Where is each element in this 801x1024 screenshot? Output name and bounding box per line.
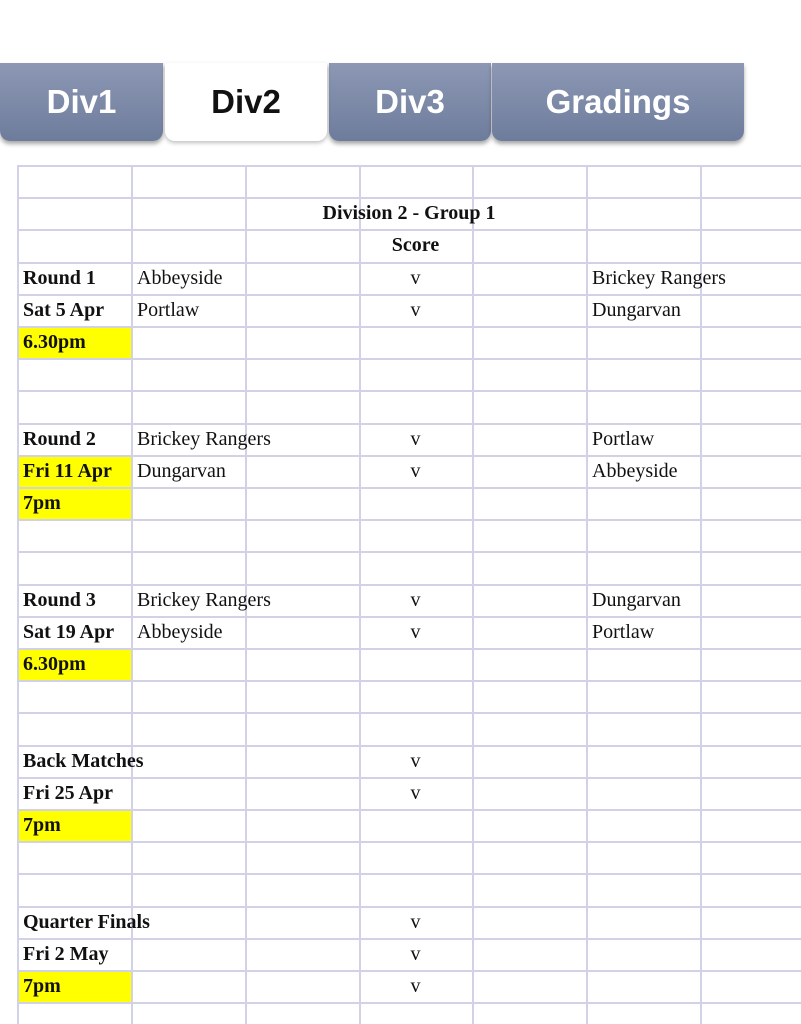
match-date[interactable]: Sat 5 Apr (23, 299, 105, 321)
grid-row-line (17, 551, 801, 553)
grid-row-line (17, 809, 801, 811)
away-team[interactable]: Abbeyside (592, 460, 678, 482)
division-tab-bar (0, 63, 801, 145)
grid-row-line (17, 487, 801, 489)
round-label[interactable]: Quarter Finals (23, 911, 150, 933)
grid-row-line (17, 680, 801, 682)
grid-row-line (17, 358, 801, 360)
fixtures-spreadsheet (17, 165, 801, 1024)
away-team[interactable]: Portlaw (592, 621, 655, 643)
home-team[interactable]: Brickey Rangers (137, 428, 271, 450)
versus-marker[interactable]: v (410, 460, 421, 482)
tab-div3[interactable]: Div3 (329, 63, 491, 141)
match-date[interactable]: Fri 2 May (23, 943, 109, 965)
versus-marker[interactable]: v (410, 975, 421, 997)
grid-row-line (17, 519, 801, 521)
grid-row-line (17, 1002, 801, 1004)
away-team[interactable]: Portlaw (592, 428, 655, 450)
home-team[interactable]: Portlaw (137, 299, 200, 321)
grid-col-line (472, 165, 474, 1024)
grid-row-line (17, 841, 801, 843)
versus-marker[interactable]: v (410, 750, 421, 772)
match-date[interactable]: Sat 19 Apr (23, 621, 115, 643)
home-team[interactable]: Abbeyside (137, 621, 223, 643)
tab-gradings[interactable]: Gradings (492, 63, 744, 141)
versus-marker[interactable]: v (410, 911, 421, 933)
round-label[interactable]: Round 1 (23, 267, 96, 289)
tab-div1[interactable]: Div1 (0, 63, 163, 141)
versus-marker[interactable]: v (410, 267, 421, 289)
round-label[interactable]: Round 3 (23, 589, 96, 611)
match-time[interactable]: 7pm (23, 814, 61, 836)
versus-marker[interactable]: v (410, 589, 421, 611)
grid-row-line (17, 390, 801, 392)
grid-row-line (17, 326, 801, 328)
match-time[interactable]: 6.30pm (23, 653, 86, 675)
round-label[interactable]: Back Matches (23, 750, 144, 772)
match-date[interactable]: Fri 11 Apr (23, 460, 112, 482)
round-label[interactable]: Round 2 (23, 428, 96, 450)
score-header[interactable]: Score (391, 234, 440, 256)
grid-row-line (17, 648, 801, 650)
versus-marker[interactable]: v (410, 943, 421, 965)
match-date[interactable]: Fri 25 Apr (23, 782, 113, 804)
versus-marker[interactable]: v (410, 299, 421, 321)
match-time[interactable]: 6.30pm (23, 331, 86, 353)
versus-marker[interactable]: v (410, 428, 421, 450)
match-time[interactable]: 7pm (23, 492, 61, 514)
versus-marker[interactable]: v (410, 782, 421, 804)
match-time[interactable]: 7pm (23, 975, 61, 997)
away-team[interactable]: Dungarvan (592, 299, 681, 321)
home-team[interactable]: Dungarvan (137, 460, 226, 482)
grid-row-line (17, 712, 801, 714)
away-team[interactable]: Brickey Rangers (592, 267, 726, 289)
grid-row-line (17, 165, 801, 167)
home-team[interactable]: Brickey Rangers (137, 589, 271, 611)
versus-marker[interactable]: v (410, 621, 421, 643)
sheet-title[interactable]: Division 2 - Group 1 (322, 202, 496, 224)
away-team[interactable]: Dungarvan (592, 589, 681, 611)
tab-div2[interactable]: Div2 (165, 63, 327, 141)
home-team[interactable]: Abbeyside (137, 267, 223, 289)
grid-row-line (17, 873, 801, 875)
